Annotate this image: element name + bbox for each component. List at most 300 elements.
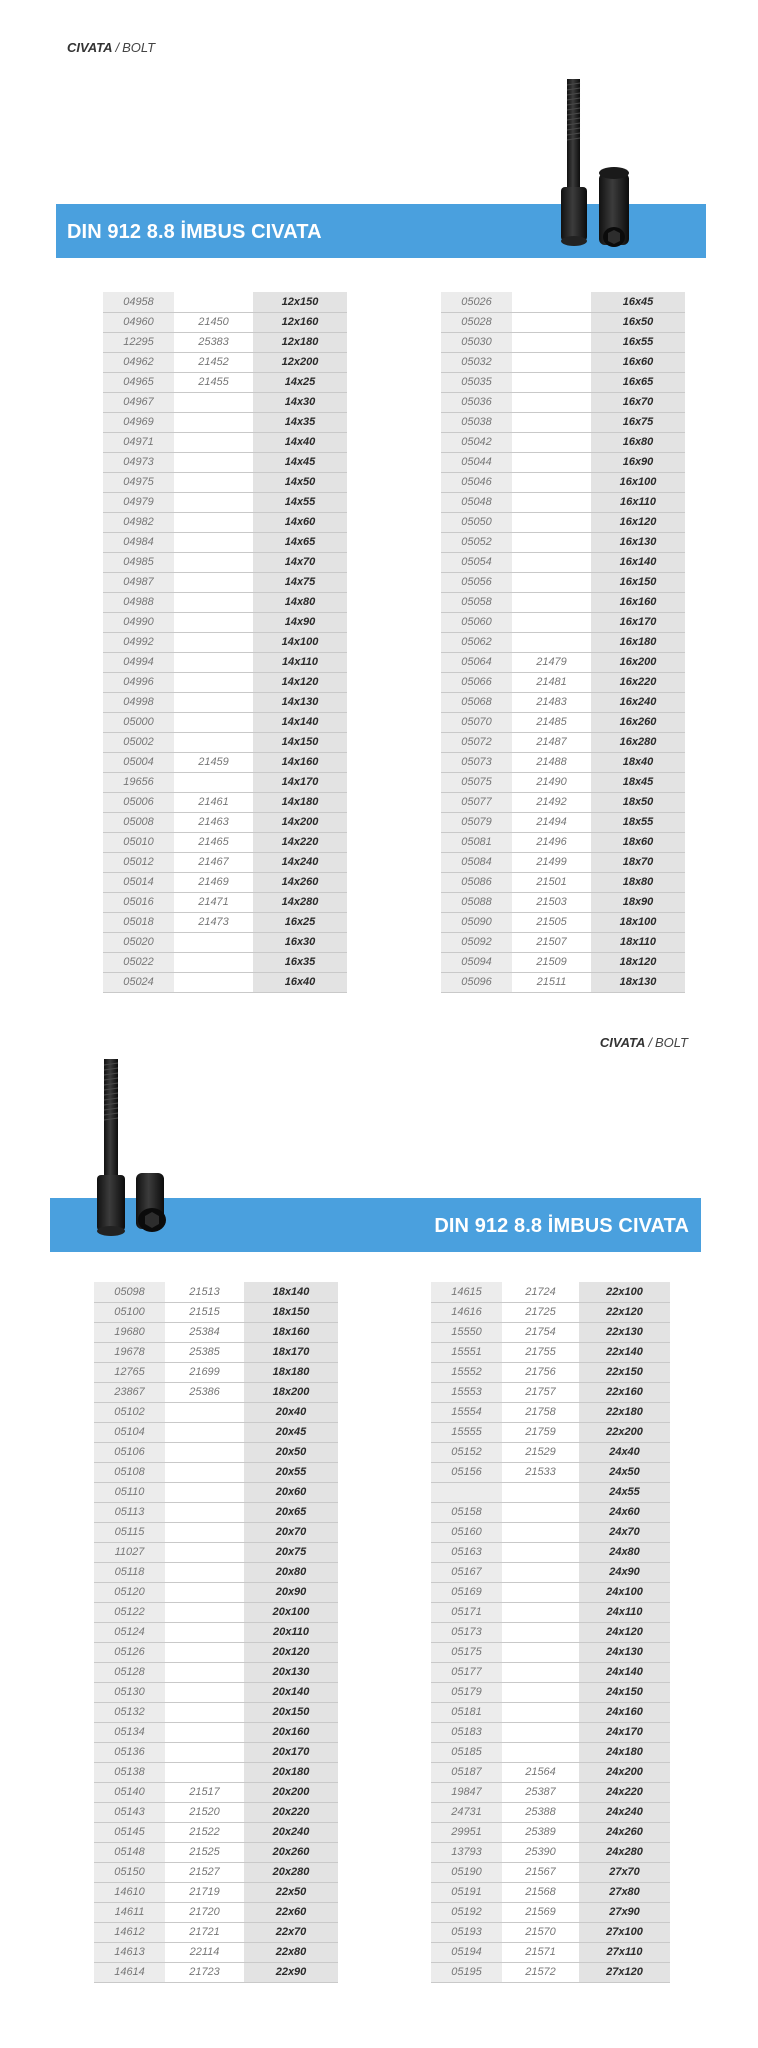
product-code-cell: 05192 [431,1902,502,1922]
alt-code-cell: 21755 [502,1342,579,1362]
product-code-cell: 05036 [441,392,512,412]
size-cell: 22x50 [244,1882,338,1902]
table-row [441,632,685,652]
size-cell: 20x75 [244,1542,338,1562]
table-row [103,812,347,832]
table-row [103,452,347,472]
size-cell: 14x90 [253,612,347,632]
size-cell: 20x65 [244,1502,338,1522]
table-row [441,792,685,812]
table-row [103,652,347,672]
table-row [431,1942,670,1962]
alt-code-cell [174,772,253,792]
size-cell: 18x50 [591,792,685,812]
product-code-cell: 05038 [441,412,512,432]
table-row [431,1802,670,1822]
breadcrumb [600,1035,688,1050]
table-row [441,912,685,932]
size-cell: 18x120 [591,952,685,972]
size-cell: 24x40 [579,1442,670,1462]
size-cell: 20x220 [244,1802,338,1822]
size-cell: 24x200 [579,1762,670,1782]
product-code-cell: 14615 [431,1282,502,1302]
alt-code-cell: 21758 [502,1402,579,1422]
product-code-cell: 05187 [431,1762,502,1782]
table-row [103,692,347,712]
product-code-cell: 19678 [94,1342,165,1362]
alt-code-cell [165,1622,244,1642]
table-row [103,892,347,912]
size-cell: 24x60 [579,1502,670,1522]
table-row [441,312,685,332]
product-code-cell: 04979 [103,492,174,512]
size-cell: 20x180 [244,1762,338,1782]
product-code-cell: 05148 [94,1842,165,1862]
table-row [94,1822,338,1842]
product-code-cell: 05016 [103,892,174,912]
alt-code-cell [174,932,253,952]
alt-code-cell: 21490 [512,772,591,792]
product-code-cell: 05020 [103,932,174,952]
size-cell: 22x140 [579,1342,670,1362]
table-row [441,592,685,612]
product-code-cell: 05115 [94,1522,165,1542]
alt-code-cell: 21513 [165,1282,244,1302]
table-row [94,1922,338,1942]
product-code-cell: 29951 [431,1822,502,1842]
product-code-cell: 05156 [431,1462,502,1482]
size-cell: 24x140 [579,1662,670,1682]
product-code-cell: 12295 [103,332,174,352]
table-row [431,1382,670,1402]
product-code-cell: 04982 [103,512,174,532]
table-row [441,372,685,392]
table-row [94,1342,338,1362]
size-cell: 16x200 [591,652,685,672]
table-row [94,1722,338,1742]
size-cell: 18x80 [591,872,685,892]
alt-code-cell: 21461 [174,792,253,812]
table-row [441,452,685,472]
product-code-cell: 05108 [94,1462,165,1482]
alt-code-cell [165,1482,244,1502]
size-cell: 20x100 [244,1602,338,1622]
table-row [94,1522,338,1542]
size-cell: 24x220 [579,1782,670,1802]
alt-code-cell: 21465 [174,832,253,852]
alt-code-cell [174,732,253,752]
table-row [431,1502,670,1522]
alt-code-cell [502,1522,579,1542]
size-cell: 20x120 [244,1642,338,1662]
alt-code-cell [165,1642,244,1662]
size-cell: 24x120 [579,1622,670,1642]
alt-code-cell: 21455 [174,372,253,392]
alt-code-cell [502,1622,579,1642]
alt-code-cell: 25383 [174,332,253,352]
product-code-cell: 05054 [441,552,512,572]
alt-code-cell [165,1742,244,1762]
size-cell: 18x45 [591,772,685,792]
size-cell: 16x260 [591,712,685,732]
product-code-cell: 04967 [103,392,174,412]
size-cell: 18x180 [244,1362,338,1382]
product-code-cell: 15553 [431,1382,502,1402]
product-code-cell: 05010 [103,832,174,852]
product-code-cell: 05088 [441,892,512,912]
table-row [431,1322,670,1342]
table-row [441,892,685,912]
alt-code-cell [512,572,591,592]
breadcrumb-sub: BOLT [655,1035,688,1050]
alt-code-cell: 21487 [512,732,591,752]
product-code-cell: 24731 [431,1802,502,1822]
table-row [103,532,347,552]
table-row [441,392,685,412]
alt-code-cell [174,612,253,632]
table-row [103,732,347,752]
size-cell: 22x60 [244,1902,338,1922]
alt-code-cell [174,692,253,712]
size-cell: 14x60 [253,512,347,532]
table-row [441,412,685,432]
table-row [103,972,347,992]
table-row [441,812,685,832]
size-cell: 16x60 [591,352,685,372]
alt-code-cell: 21485 [512,712,591,732]
alt-code-cell [512,592,591,612]
alt-code-cell [165,1542,244,1562]
size-cell: 18x150 [244,1302,338,1322]
alt-code-cell [512,552,591,572]
alt-code-cell [512,312,591,332]
product-code-cell: 05169 [431,1582,502,1602]
table-row [103,392,347,412]
product-code-cell: 19847 [431,1782,502,1802]
product-code-cell: 05130 [94,1682,165,1702]
alt-code-cell [502,1582,579,1602]
alt-code-cell: 21494 [512,812,591,832]
table-row [441,532,685,552]
size-cell: 12x160 [253,312,347,332]
size-cell: 24x110 [579,1602,670,1622]
size-cell: 20x160 [244,1722,338,1742]
size-cell: 18x130 [591,972,685,992]
alt-code-cell: 21756 [502,1362,579,1382]
alt-code-cell: 25390 [502,1842,579,1862]
product-code-cell: 05120 [94,1582,165,1602]
alt-code-cell [502,1722,579,1742]
size-cell: 16x280 [591,732,685,752]
size-cell: 24x170 [579,1722,670,1742]
product-code-cell: 13793 [431,1842,502,1862]
size-cell: 14x25 [253,372,347,392]
size-cell: 14x260 [253,872,347,892]
size-cell: 16x220 [591,672,685,692]
product-code-cell: 05070 [441,712,512,732]
alt-code-cell: 21699 [165,1362,244,1382]
product-code-cell: 05094 [441,952,512,972]
alt-code-cell [512,412,591,432]
product-code-cell: 05126 [94,1642,165,1662]
alt-code-cell: 21503 [512,892,591,912]
alt-code-cell [502,1602,579,1622]
size-cell: 22x120 [579,1302,670,1322]
size-cell: 14x100 [253,632,347,652]
size-cell: 16x100 [591,472,685,492]
table-row [94,1442,338,1462]
size-cell: 16x70 [591,392,685,412]
size-cell: 18x100 [591,912,685,932]
alt-code-cell [165,1522,244,1542]
product-code-cell: 04990 [103,612,174,632]
alt-code-cell [502,1502,579,1522]
alt-code-cell [174,472,253,492]
size-cell: 14x170 [253,772,347,792]
product-code-cell: 05096 [441,972,512,992]
product-code-cell: 05018 [103,912,174,932]
alt-code-cell [165,1422,244,1442]
table-row [103,492,347,512]
table-row [441,872,685,892]
alt-code-cell [512,612,591,632]
size-cell: 20x240 [244,1822,338,1842]
alt-code-cell [502,1742,579,1762]
size-cell: 24x150 [579,1682,670,1702]
alt-code-cell: 21492 [512,792,591,812]
alt-code-cell: 21522 [165,1822,244,1842]
alt-code-cell [174,492,253,512]
product-code-cell: 04988 [103,592,174,612]
size-cell: 18x60 [591,832,685,852]
size-cell: 27x120 [579,1962,670,1982]
size-cell: 16x65 [591,372,685,392]
table-row [94,1462,338,1482]
alt-code-cell [174,552,253,572]
alt-code-cell: 21569 [502,1902,579,1922]
alt-code-cell [165,1402,244,1422]
product-code-cell: 04985 [103,552,174,572]
product-code-cell: 05194 [431,1942,502,1962]
size-cell: 16x45 [591,292,685,312]
breadcrumb-sub: BOLT [122,40,156,55]
size-cell: 20x150 [244,1702,338,1722]
product-code-cell: 04992 [103,632,174,652]
product-code-cell: 14613 [94,1942,165,1962]
table-row [94,1842,338,1862]
breadcrumb [67,40,155,55]
size-cell: 14x160 [253,752,347,772]
table-row [441,692,685,712]
size-cell: 14x120 [253,672,347,692]
product-code-cell: 04965 [103,372,174,392]
alt-code-cell: 25386 [165,1382,244,1402]
product-code-cell: 05185 [431,1742,502,1762]
alt-code-cell [174,292,253,312]
product-code-cell: 05128 [94,1662,165,1682]
product-code-cell: 05050 [441,512,512,532]
table-row [103,552,347,572]
size-cell: 22x90 [244,1962,338,1982]
product-code-cell: 05160 [431,1522,502,1542]
table-row [431,1282,670,1302]
alt-code-cell: 21450 [174,312,253,332]
product-code-cell: 04960 [103,312,174,332]
size-cell: 20x45 [244,1422,338,1442]
size-cell: 16x40 [253,972,347,992]
table-row [441,352,685,372]
size-cell: 14x180 [253,792,347,812]
alt-code-cell: 21572 [502,1962,579,1982]
product-code-cell: 05158 [431,1502,502,1522]
product-code-cell: 05026 [441,292,512,312]
product-code-cell: 05066 [441,672,512,692]
alt-code-cell: 21759 [502,1422,579,1442]
size-cell: 20x130 [244,1662,338,1682]
alt-code-cell: 25384 [165,1322,244,1342]
alt-code-cell [512,632,591,652]
table-row [103,572,347,592]
alt-code-cell: 21515 [165,1302,244,1322]
table-row [431,1922,670,1942]
table-row [103,612,347,632]
size-cell: 22x80 [244,1942,338,1962]
product-code-cell: 14612 [94,1922,165,1942]
table-row [431,1442,670,1462]
table-row [441,652,685,672]
size-cell: 20x80 [244,1562,338,1582]
size-cell: 18x170 [244,1342,338,1362]
product-code-cell: 05171 [431,1602,502,1622]
alt-code-cell: 22114 [165,1942,244,1962]
alt-code-cell [502,1562,579,1582]
alt-code-cell [512,352,591,372]
product-code-cell: 05068 [441,692,512,712]
product-code-cell: 15551 [431,1342,502,1362]
product-code-cell: 23867 [94,1382,165,1402]
alt-code-cell: 25389 [502,1822,579,1842]
alt-code-cell: 21507 [512,932,591,952]
table-row [103,852,347,872]
table-row [94,1602,338,1622]
product-code-cell: 05092 [441,932,512,952]
table-row [431,1702,670,1722]
size-cell: 24x240 [579,1802,670,1822]
table-row [103,832,347,852]
product-code-cell: 05150 [94,1862,165,1882]
table-row [94,1682,338,1702]
table-row [94,1642,338,1662]
size-cell: 24x55 [579,1482,670,1502]
size-cell: 27x110 [579,1942,670,1962]
size-cell: 22x180 [579,1402,670,1422]
alt-code-cell [502,1682,579,1702]
alt-code-cell [502,1662,579,1682]
table-row [103,932,347,952]
product-code-cell: 04969 [103,412,174,432]
product-code-cell: 04996 [103,672,174,692]
table-row [441,472,685,492]
product-code-cell: 05008 [103,812,174,832]
product-code-cell: 04958 [103,292,174,312]
table-row [94,1542,338,1562]
product-code-cell: 05052 [441,532,512,552]
size-cell: 14x65 [253,532,347,552]
size-cell: 14x240 [253,852,347,872]
table-row [441,332,685,352]
table-row [94,1302,338,1322]
alt-code-cell: 21463 [174,812,253,832]
size-cell: 18x55 [591,812,685,832]
product-code-cell: 05098 [94,1282,165,1302]
banner-title: DIN 912 8.8 İMBUS CIVATA [434,1215,689,1237]
size-cell: 16x80 [591,432,685,452]
alt-code-cell: 21719 [165,1882,244,1902]
size-cell: 16x170 [591,612,685,632]
table-row [94,1562,338,1582]
product-table-right-2 [431,1282,670,1983]
table-row [431,1422,670,1442]
table-row [94,1482,338,1502]
product-code-cell: 04962 [103,352,174,372]
product-code-cell: 04998 [103,692,174,712]
alt-code-cell [174,672,253,692]
product-code-cell: 05190 [431,1862,502,1882]
size-cell: 20x200 [244,1782,338,1802]
table-row [441,432,685,452]
alt-code-cell: 21505 [512,912,591,932]
table-row [431,1662,670,1682]
alt-code-cell: 21501 [512,872,591,892]
table-row [103,912,347,932]
product-code-cell: 05086 [441,872,512,892]
table-row [431,1602,670,1622]
table-row [431,1462,670,1482]
table-row [441,292,685,312]
alt-code-cell [512,432,591,452]
product-code-cell: 05035 [441,372,512,392]
size-cell: 16x240 [591,692,685,712]
product-code-cell: 04973 [103,452,174,472]
alt-code-cell [512,492,591,512]
size-cell: 16x55 [591,332,685,352]
alt-code-cell [165,1442,244,1462]
product-code-cell: 05181 [431,1702,502,1722]
size-cell: 22x150 [579,1362,670,1382]
size-cell: 22x200 [579,1422,670,1442]
product-code-cell: 15554 [431,1402,502,1422]
size-cell: 16x30 [253,932,347,952]
product-code-cell: 14610 [94,1882,165,1902]
product-code-cell: 05134 [94,1722,165,1742]
table-row [94,1762,338,1782]
table-row [94,1742,338,1762]
table-row [431,1862,670,1882]
product-code-cell: 05030 [441,332,512,352]
product-code-cell: 05132 [94,1702,165,1722]
product-code-cell: 05056 [441,572,512,592]
table-row [94,1402,338,1422]
size-cell: 14x30 [253,392,347,412]
product-code-cell [431,1482,502,1502]
table-row [431,1742,670,1762]
size-cell: 27x70 [579,1862,670,1882]
size-cell: 27x80 [579,1882,670,1902]
table-row [94,1802,338,1822]
product-code-cell: 05044 [441,452,512,472]
table-row [94,1902,338,1922]
product-code-cell: 05032 [441,352,512,372]
